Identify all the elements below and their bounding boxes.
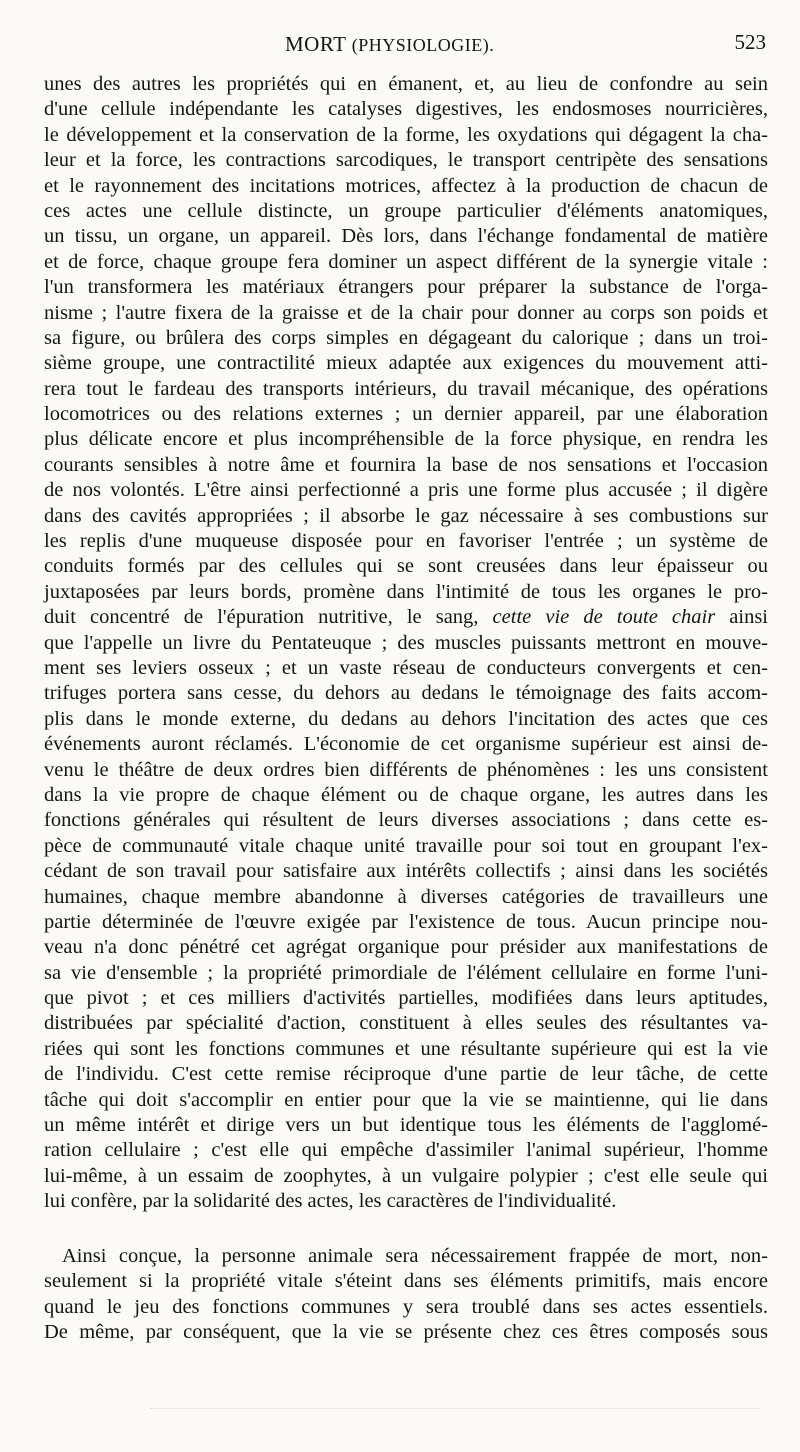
text-line: riées qui sont les fonctions communes et une résultante supérieure qui est la vie [44, 1037, 768, 1060]
text-line: un tissu, un organe, un appareil. Dès lors, dans l'échange fondamental de matière [44, 225, 768, 248]
text-line: Ainsi conçue, la personne animale sera nécessairement frappée de mort, non- [62, 1245, 768, 1267]
text-line: lui confère, par la solidarité des actes, les caractères de l'individualité. [44, 1190, 617, 1213]
text-line: événements auront réclamés. L'économie de cet organisme supérieur est ainsi de- [44, 733, 768, 756]
text-line: juxtaposées par leurs bords, promène dans l'intimité de tous les organes le pro- [44, 580, 768, 603]
text-line: humaines, chaque membre abandonne à diverses catégories de travailleurs une [44, 885, 768, 908]
text-line: sième groupe, une contractilité mieux adaptée aux exigences du mouvement atti- [44, 352, 768, 375]
italic-quote: cette vie de toute chair [492, 606, 716, 629]
running-title [285, 32, 494, 57]
running-title-main: MORT [285, 32, 347, 56]
text-line: lui-même, à un essaim de zoophytes, à un vulgaire polypier ; c'est elle seule qui [44, 1164, 768, 1187]
text-line: distribuées par spécialité d'action, constituent à elles seules des résultantes va- [44, 1012, 768, 1035]
text-line: sa figure, ou brûlera des corps simples en dégageant du calorique ; dans un troi- [44, 326, 768, 349]
text-line: et de force, chaque groupe fera dominer un aspect différent de la synergie vitale : [44, 250, 768, 273]
text-line: tâche qui doit s'accomplir en entier pour que la vie se maintienne, qui lie dans [44, 1088, 768, 1111]
text-line: d'une cellule indépendante les catalyses digestives, les endosmoses nourricières, [44, 98, 768, 121]
text-line: le développement et la conservation de la forme, les oxydations qui dégagent la cha- [44, 123, 768, 146]
text-line: ration cellulaire ; c'est elle qui empêche d'assimiler l'animal supérieur, l'homme [44, 1139, 768, 1162]
text-line: pèce de communauté vitale chaque unité travaille pour soi tout en groupant l'ex- [44, 834, 768, 857]
running-title-sub: (PHYSIOLOGIE). [351, 35, 495, 55]
text-line: quand le jeu des fonctions communes y sera troublé dans ses actes essentiels. [44, 1295, 768, 1318]
text-line: sa vie d'ensemble ; la propriété primordiale de l'élément cellulaire en forme l'uni- [44, 961, 768, 984]
text-line: fonctions générales qui résultent de leurs diverses associations ; dans cette es- [44, 809, 768, 832]
text-line: duit concentré de l'épuration nutritive, le sang, cette vie de toute chair ainsi [44, 606, 768, 629]
text-line: courants sensibles à notre âme et fournira la base de nos sensations et l'occasion [44, 453, 768, 476]
text-line: cédant de son travail pour satisfaire aux intérêts collectifs ; ainsi dans les sociétés [44, 860, 768, 883]
text-line: conduits formés par des cellules qui se sont creusées dans leur épaisseur ou [44, 555, 768, 578]
text-line: ces actes une cellule distincte, un groupe particulier d'éléments anatomiques, [44, 199, 768, 222]
running-header [40, 30, 766, 64]
text-line: nisme ; l'autre fixera de la graisse et de la chair pour donner au corps son poids et [44, 301, 768, 324]
text-line: veau n'a donc pénétré cet agrégat organique pour présider aux manifestations de [44, 936, 768, 959]
text-line: et le rayonnement des incitations motrices, affectez à la production de chacun de [44, 174, 768, 197]
bottom-margin-specks [150, 1408, 760, 1415]
text-line: plis dans le monde externe, du dedans au dehors l'incitation des actes que ces [44, 707, 768, 730]
text-line: locomotrices ou des relations externes ; un dernier appareil, par une élaboration [44, 403, 768, 426]
text-line: rera tout le fardeau des transports intérieurs, du travail mécanique, des opérations [44, 377, 768, 400]
text-line: dans des cavités appropriées ; il absorbe le gaz nécessaire à ses combustions sur [44, 504, 768, 527]
text-line: ment ses leviers osseux ; et un vaste réseau de conducteurs convergents et cen- [44, 656, 768, 679]
text-line: trifuges portera sans cesse, du dehors au dedans le témoignage des faits accom- [44, 682, 768, 705]
text-line: les replis d'une muqueuse disposée pour en favoriser l'entrée ; un système de [44, 530, 768, 553]
text-line: l'un transformera les matériaux étrangers pour préparer la substance de l'orga- [44, 276, 768, 299]
text-line: seulement si la propriété vitale s'éteint dans ses éléments primitifs, mais encore [44, 1270, 768, 1293]
page-number: 523 [734, 30, 766, 54]
paragraph-1 [44, 72, 768, 1215]
text-line: de nos volontés. L'être ainsi perfectionné a pris une forme plus accusée ; il digère [44, 479, 768, 502]
text-line: dans la vie propre de chaque élément ou de chaque organe, les autres dans les [44, 783, 768, 806]
paragraph-2 [44, 1244, 768, 1346]
text-line: un même intérêt et dirige vers un but identique tous les éléments de l'agglomé- [44, 1114, 768, 1137]
text-line: leur et la force, les contractions sarcodiques, le transport centripète des sensations [44, 149, 768, 172]
text-line: venu le théâtre de deux ordres bien différents de phénomènes : les uns consistent [44, 758, 768, 781]
text-line: partie déterminée de l'œuvre exigée par l'existence de tous. Aucun principe nou- [44, 910, 768, 933]
text-line: que pivot ; et ces milliers d'activités partielles, modifiées dans leurs aptitudes, [44, 987, 768, 1010]
text-line: de l'individu. C'est cette remise réciproque d'une partie de leur tâche, de cette [44, 1063, 768, 1086]
text-line: que l'appelle un livre du Pentateuque ; des muscles puissants mettront en mouve- [44, 631, 768, 654]
text-line: plus délicate encore et plus incompréhensible de la force physique, en rendra les [44, 428, 768, 451]
text-line: De même, par conséquent, que la vie se présente chez ces êtres composés sous [44, 1321, 768, 1344]
text-line: unes des autres les propriétés qui en émanent, et, au lieu de confondre au sein [44, 73, 768, 95]
